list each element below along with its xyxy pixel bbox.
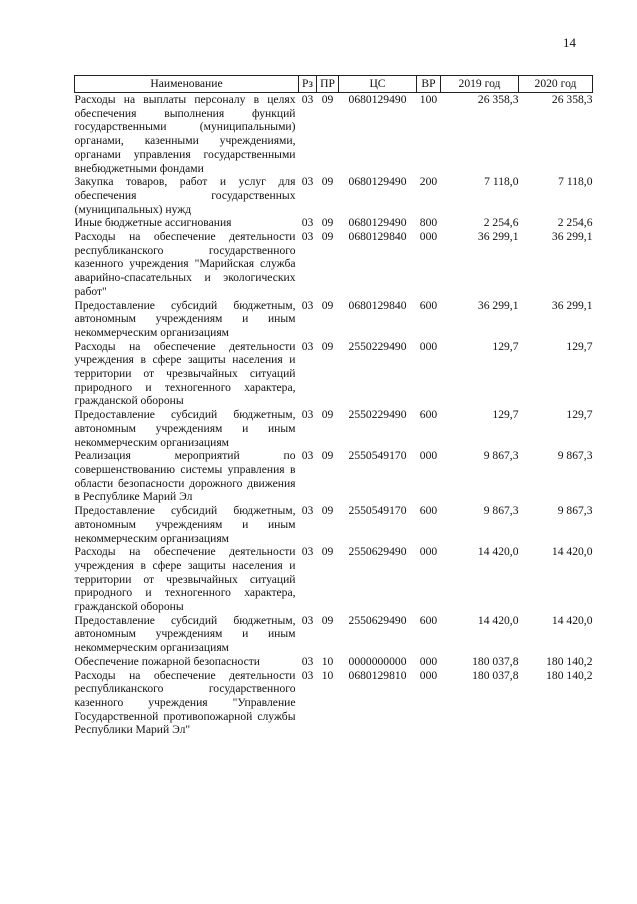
- cell-name: Иные бюджетные ассигнования: [74, 216, 232, 230]
- cell-2020: 180 140,2: [546, 668, 593, 682]
- cell-rz: 03: [301, 449, 314, 463]
- cell-pr: 09: [321, 216, 334, 230]
- cell-2020: 2 254,6: [557, 216, 593, 230]
- cell-2019: 9 867,3: [483, 449, 519, 463]
- cell-2019: 180 037,8: [472, 668, 519, 682]
- cell-cs: 0680129810: [348, 668, 407, 682]
- cell-cs: 0680129490: [348, 216, 407, 230]
- table-row: [75, 175, 593, 216]
- cell-name: Предоставление субсидий бюджетным, автономным учреждениям и иным некоммерческим организациям: [74, 408, 296, 449]
- cell-name: Реализация мероприятий по совершенствованию системы управления в области безопасности дорожного движения в Республике Марий Эл: [74, 449, 296, 504]
- cell-pr: 09: [321, 298, 334, 312]
- cell-name: Расходы на обеспечение деятельности республиканского государственного казенного учреждения "Марийская служба аварийно-спасательных и экологических работ": [74, 230, 296, 298]
- cell-pr: 09: [321, 504, 334, 518]
- header-name: Наименование: [75, 76, 299, 93]
- cell-name: Закупка товаров, работ и услуг для обеспечения государственных (муниципальных) нужд: [74, 175, 296, 216]
- cell-vr: 000: [419, 339, 438, 353]
- header-cs: ЦС: [339, 76, 417, 93]
- cell-vr: 600: [419, 408, 438, 422]
- cell-2019: 14 420,0: [477, 545, 519, 559]
- cell-cs: 2550229490: [348, 408, 407, 422]
- cell-2019: 7 118,0: [484, 175, 519, 189]
- cell-2020: 14 420,0: [551, 613, 593, 627]
- cell-2019: 36 299,1: [477, 230, 519, 244]
- table-row: [75, 408, 593, 449]
- budget-table: [74, 75, 593, 737]
- cell-rz: 03: [301, 339, 314, 353]
- cell-cs: 2550549170: [348, 449, 407, 463]
- table-body: [75, 93, 593, 738]
- cell-2020: 129,7: [566, 408, 593, 422]
- cell-rz: 03: [301, 175, 314, 189]
- cell-cs: 0680129840: [348, 230, 407, 244]
- header-2019: 2019 год: [441, 76, 519, 93]
- cell-pr: 09: [321, 230, 334, 244]
- cell-2020: 9 867,3: [557, 504, 593, 518]
- table-row: [75, 655, 593, 669]
- cell-vr: 600: [419, 504, 438, 518]
- cell-rz: 03: [301, 216, 314, 230]
- cell-pr: 09: [321, 545, 334, 559]
- cell-vr: 000: [419, 654, 438, 668]
- header-2020: 2020 год: [519, 76, 593, 93]
- cell-pr: 09: [321, 408, 334, 422]
- cell-2019: 2 254,6: [483, 216, 519, 230]
- cell-rz: 03: [301, 613, 314, 627]
- cell-vr: 600: [419, 613, 438, 627]
- cell-2020: 26 358,3: [551, 93, 593, 106]
- header-rz: Рз: [299, 76, 317, 93]
- cell-rz: 03: [301, 408, 314, 422]
- cell-2019: 129,7: [492, 339, 519, 353]
- cell-name: Расходы на обеспечение деятельности учреждения в сфере защиты населения и территории от чрезвычайных ситуаций природного и техногенного характера, гражданской обороны: [74, 545, 296, 614]
- cell-2019: 180 037,8: [472, 654, 519, 668]
- cell-vr: 000: [419, 449, 438, 463]
- cell-pr: 09: [321, 175, 334, 189]
- cell-rz: 03: [301, 668, 314, 682]
- cell-pr: 10: [321, 668, 334, 682]
- table-row: [75, 230, 593, 299]
- cell-vr: 100: [419, 93, 438, 106]
- cell-2020: 36 299,1: [551, 230, 593, 244]
- cell-vr: 000: [419, 230, 438, 244]
- cell-2019: 26 358,3: [477, 93, 519, 106]
- cell-rz: 03: [301, 654, 314, 668]
- table-row: [75, 449, 593, 504]
- cell-vr: 000: [419, 668, 438, 682]
- table-row: [75, 299, 593, 340]
- cell-vr: 000: [419, 545, 438, 559]
- table-row: [75, 340, 593, 409]
- cell-rz: 03: [301, 298, 314, 312]
- cell-2020: 36 299,1: [551, 298, 593, 312]
- cell-vr: 800: [419, 216, 438, 230]
- cell-cs: 2550549170: [348, 504, 407, 518]
- table-row: [75, 504, 593, 545]
- cell-cs: 0680129490: [348, 93, 407, 106]
- table-row: [75, 93, 593, 176]
- cell-name: Предоставление субсидий бюджетным, автономным учреждениям и иным некоммерческим организациям: [74, 298, 296, 339]
- table-header-row: [75, 76, 593, 93]
- cell-2020: 7 118,0: [558, 175, 593, 189]
- cell-name: Предоставление субсидий бюджетным, автономным учреждениям и иным некоммерческим организациям: [74, 613, 296, 655]
- cell-name: Расходы на выплаты персоналу в целях обеспечения выполнения функций государственными (муниципальными) органами, казенными учреждениями, органами управления государственными внебюджетными фондами: [74, 93, 296, 175]
- cell-rz: 03: [301, 504, 314, 518]
- cell-cs: 0680129840: [348, 298, 407, 312]
- cell-2020: 180 140,2: [546, 654, 593, 668]
- cell-cs: 0680129490: [348, 175, 407, 189]
- cell-rz: 03: [301, 93, 314, 106]
- table-row: [75, 216, 593, 230]
- cell-2020: 9 867,3: [557, 449, 593, 463]
- cell-pr: 09: [321, 339, 334, 353]
- cell-vr: 600: [419, 298, 438, 312]
- cell-pr: 09: [321, 449, 334, 463]
- cell-cs: 2550629490: [348, 613, 407, 627]
- table-row: [75, 614, 593, 655]
- header-vr: ВР: [417, 76, 441, 93]
- cell-name: Предоставление субсидий бюджетным, автономным учреждениям и иным некоммерческим организациям: [74, 504, 296, 545]
- cell-name: Обеспечение пожарной безопасности: [74, 654, 261, 668]
- cell-cs: 0000000000: [348, 654, 407, 668]
- page-number: 14: [563, 35, 576, 50]
- cell-2020: 129,7: [566, 339, 593, 353]
- table-row: [75, 669, 593, 738]
- cell-cs: 2550629490: [348, 545, 407, 559]
- cell-2020: 14 420,0: [551, 545, 593, 559]
- cell-pr: 09: [321, 613, 334, 627]
- cell-vr: 200: [419, 175, 438, 189]
- cell-rz: 03: [301, 545, 314, 559]
- cell-rz: 03: [301, 230, 314, 244]
- table-row: [75, 545, 593, 614]
- cell-2019: 36 299,1: [477, 298, 519, 312]
- cell-name: Расходы на обеспечение деятельности учреждения в сфере защиты населения и территории от чрезвычайных ситуаций природного и техногенного характера, гражданской обороны: [74, 339, 296, 408]
- cell-2019: 14 420,0: [477, 613, 519, 627]
- cell-pr: 09: [321, 93, 334, 106]
- cell-pr: 10: [321, 654, 334, 668]
- header-pr: ПР: [317, 76, 339, 93]
- cell-name: Расходы на обеспечение деятельности республиканского государственного казенного учреждения "Управление Государственной противопожарной службы Республики Марий Эл": [74, 668, 296, 737]
- cell-2019: 129,7: [492, 408, 519, 422]
- cell-cs: 2550229490: [348, 339, 407, 353]
- cell-2019: 9 867,3: [483, 504, 519, 518]
